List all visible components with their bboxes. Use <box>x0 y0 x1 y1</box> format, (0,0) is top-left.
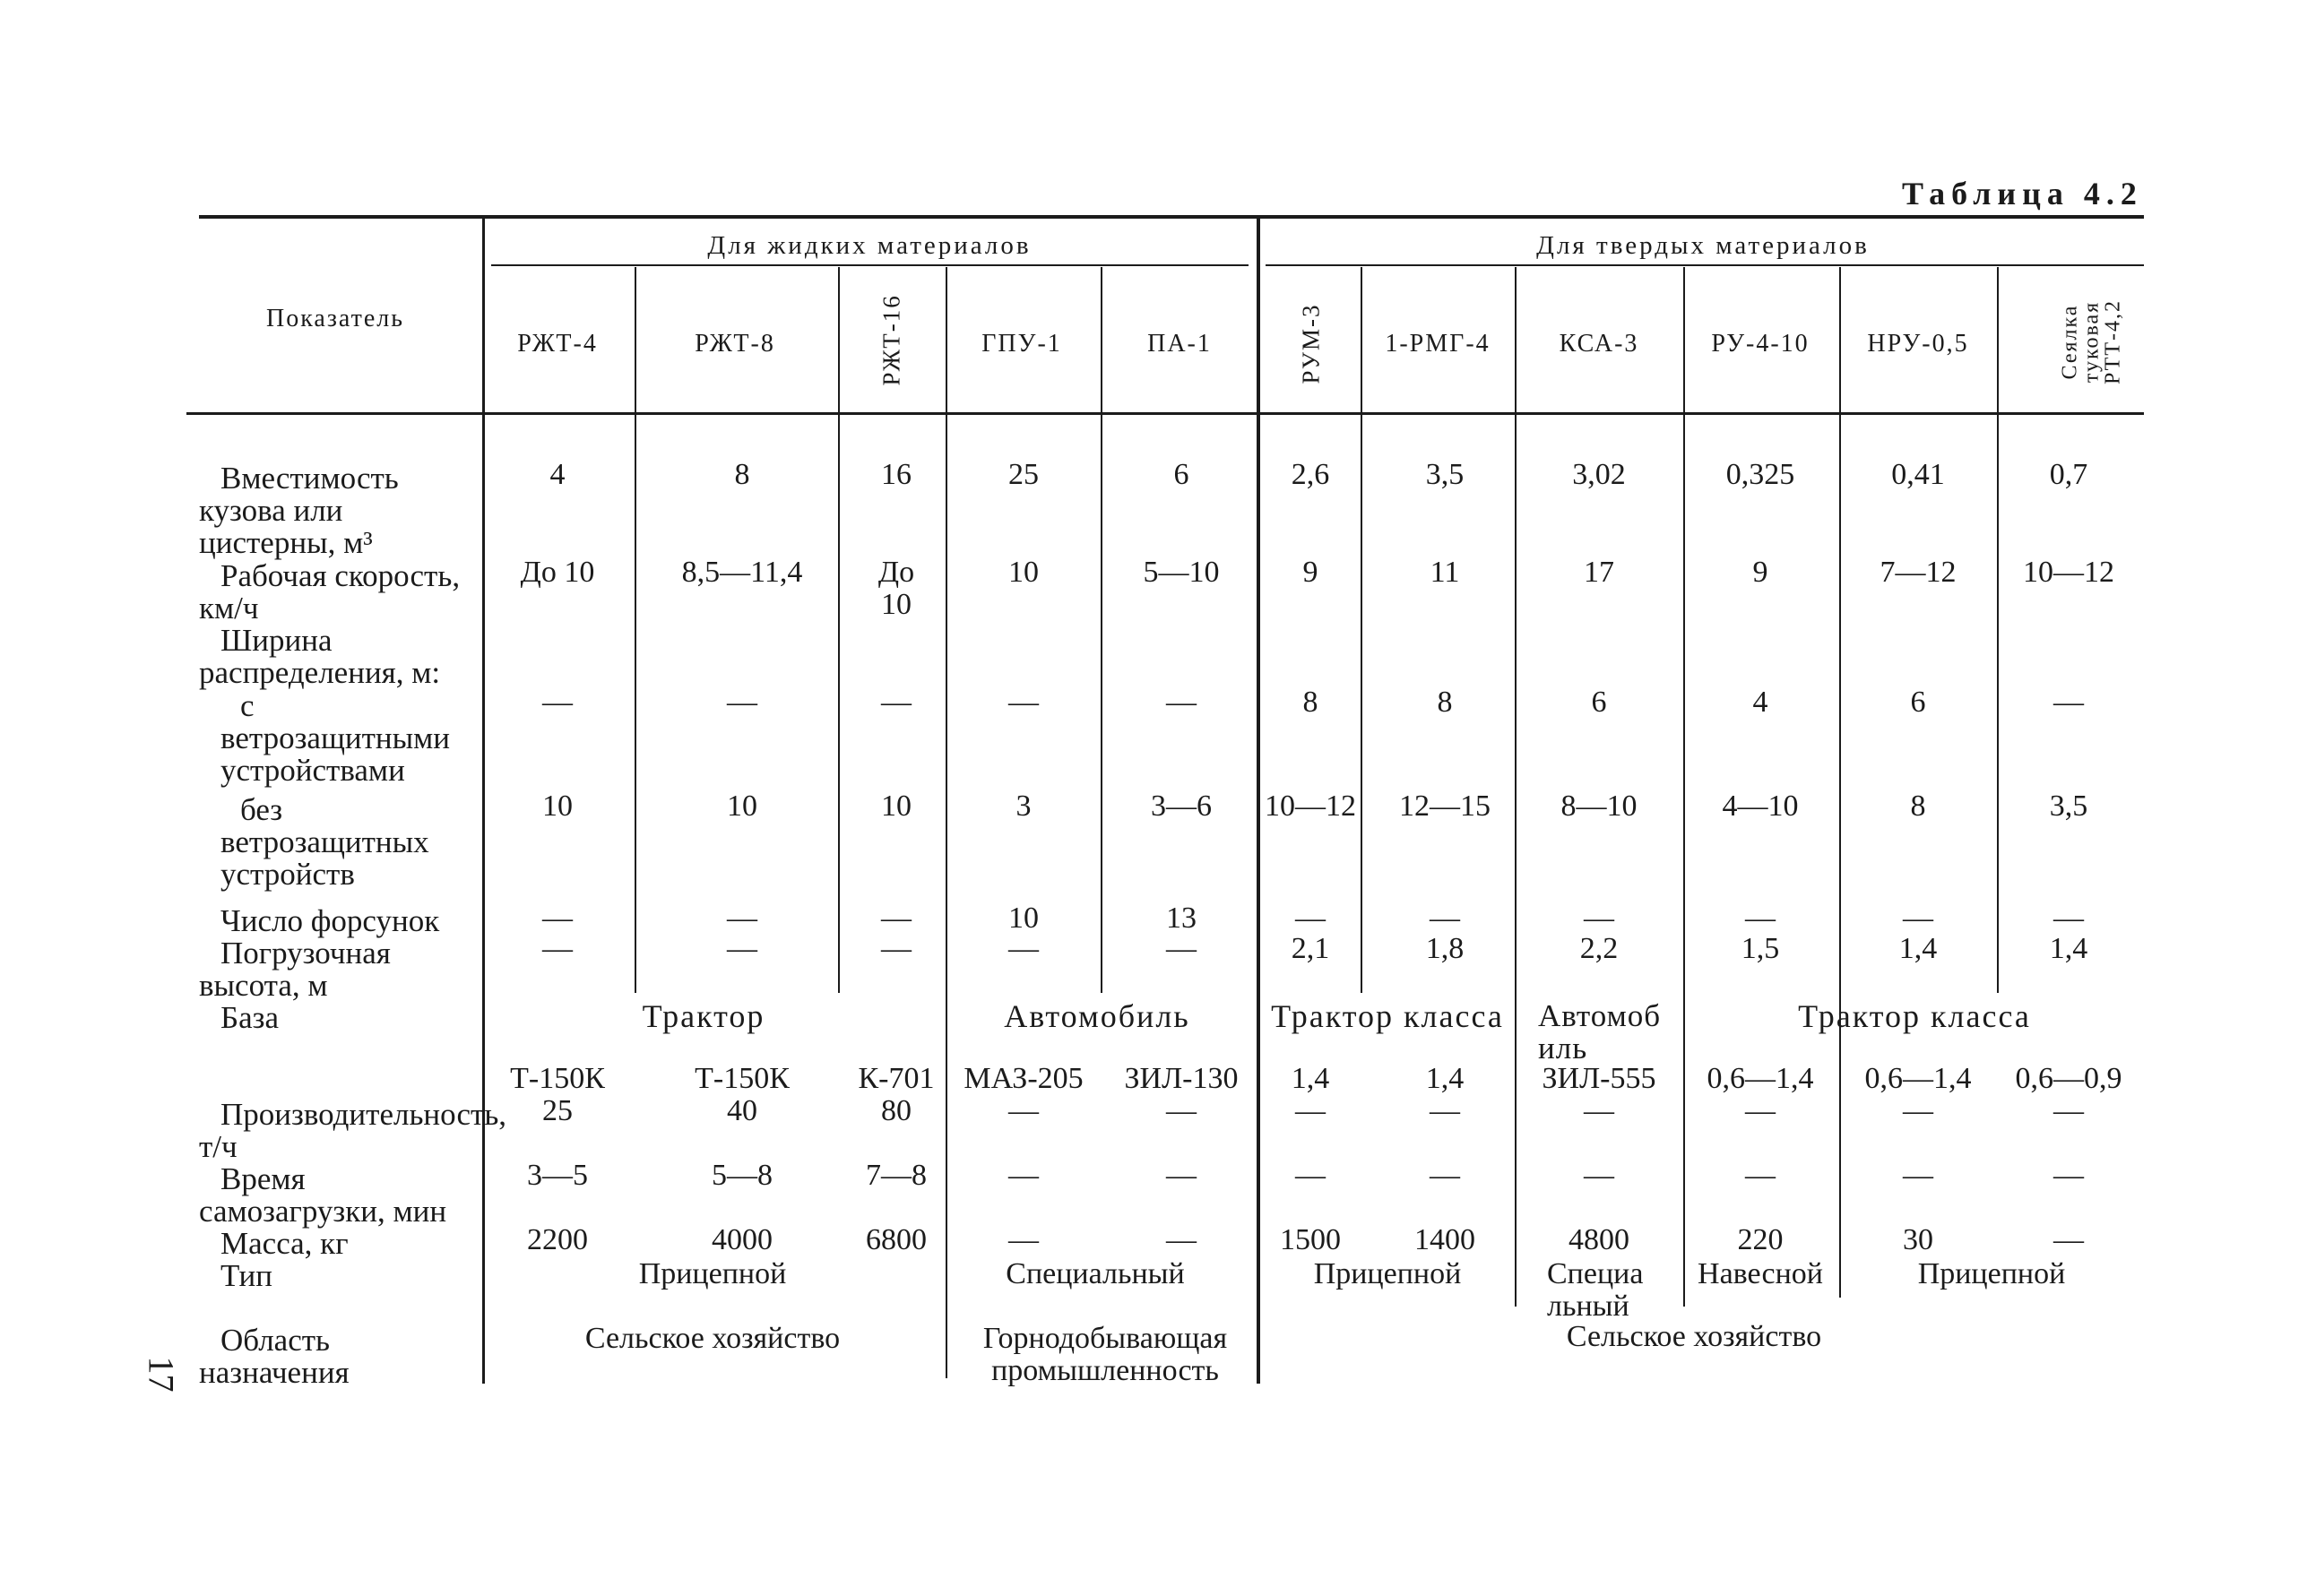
column-header-last-line: туковая <box>2079 300 2104 384</box>
cell-speed: 8,5—11,4 <box>681 556 803 589</box>
header-group-rule-solid <box>1266 264 2144 266</box>
col-divider-8 <box>1515 267 1517 1307</box>
column-header: РЖТ-4 <box>517 330 598 358</box>
column-header: РЖТ-16 <box>877 294 905 386</box>
cell-base-models: Т-150К <box>695 1062 790 1095</box>
span-type-special: Специальный <box>1006 1257 1185 1290</box>
cell-mass: — <box>2053 1223 2084 1256</box>
cell-nozzles: 13 <box>1166 902 1197 935</box>
cell-width-with: — <box>727 686 757 719</box>
cell-nozzles: — <box>1903 902 1933 935</box>
cell-width-without: 3,5 <box>2049 789 2088 823</box>
cell-load-height: — <box>727 932 757 965</box>
cell-width-with: — <box>881 686 912 719</box>
cell-mass: 4000 <box>712 1223 773 1256</box>
cell-nozzles: — <box>1430 902 1460 935</box>
cell-speed: 11 <box>1430 556 1460 589</box>
col-divider-5 <box>1101 267 1102 993</box>
table-caption: Таблица 4.2 <box>1902 176 2143 211</box>
cell-productivity: — <box>1903 1094 1933 1127</box>
span-app-mining: Горнодобывающая промышленность <box>982 1322 1228 1387</box>
cell-capacity: 16 <box>881 458 912 491</box>
column-header: КСА-3 <box>1559 330 1639 358</box>
cell-productivity: — <box>1584 1094 1614 1127</box>
page-number: 17 <box>141 1356 182 1393</box>
span-type-trailed3: Прицепной <box>1917 1257 2066 1290</box>
cell-productivity: 40 <box>727 1094 757 1127</box>
cell-self-load: 5—8 <box>712 1159 773 1192</box>
cell-productivity: — <box>1295 1094 1326 1127</box>
span-base-tractor: Трактор <box>642 998 765 1034</box>
header-group-solid: Для твердых материалов <box>1536 231 1870 260</box>
span-type-trailed: Прицепной <box>638 1257 787 1290</box>
span-base-tractor-class: Трактор класса <box>1271 998 1504 1034</box>
row-label-type: Тип <box>220 1258 272 1293</box>
column-header-last <box>2024 289 2131 396</box>
cell-capacity: 25 <box>1008 458 1039 491</box>
row-label-capacity: Вместимость кузова или цистерны, м³ <box>199 461 399 560</box>
cell-base-models: 0,6—1,4 <box>1707 1062 1814 1095</box>
cell-mass: — <box>1008 1223 1039 1256</box>
cell-self-load: — <box>2053 1159 2084 1192</box>
row-label-load-height: Погрузочная высота, м <box>199 936 391 1003</box>
cell-capacity: 2,6 <box>1291 458 1330 491</box>
header-bottom-rule <box>186 412 2144 415</box>
cell-nozzles: — <box>727 902 757 935</box>
cell-capacity: 0,41 <box>1891 458 1945 491</box>
cell-capacity: 0,325 <box>1725 458 1795 491</box>
cell-capacity: 6 <box>1173 458 1189 491</box>
cell-speed: 5—10 <box>1143 556 1220 589</box>
cell-load-height: — <box>542 932 573 965</box>
cell-base-models: МАЗ-205 <box>964 1062 1084 1095</box>
cell-mass: 1500 <box>1280 1223 1341 1256</box>
cell-speed: До 10 <box>877 556 915 621</box>
col-divider-3 <box>838 267 840 993</box>
row-label-width-with: с ветрозащитными устройствами <box>220 688 451 788</box>
cell-base-models: 0,6—1,4 <box>1864 1062 1972 1095</box>
col-divider-4 <box>946 267 947 1378</box>
cell-capacity: 0,7 <box>2049 458 2088 491</box>
cell-base-models: 0,6—0,9 <box>2015 1062 2122 1095</box>
column-header: РУМ-3 <box>1297 303 1325 384</box>
cell-width-without: 10—12 <box>1265 789 1356 823</box>
cell-width-without: 10 <box>542 789 573 823</box>
cell-mass: — <box>1166 1223 1197 1256</box>
cell-productivity: — <box>1166 1094 1197 1127</box>
cell-width-without: 3 <box>1015 789 1032 823</box>
table-top-rule <box>199 215 2144 219</box>
cell-capacity: 8 <box>734 458 750 491</box>
cell-width-with: 4 <box>1752 686 1768 719</box>
column-header: РУ-4-10 <box>1711 330 1810 358</box>
cell-speed: 7—12 <box>1880 556 1957 589</box>
cell-base-models: ЗИЛ-555 <box>1542 1062 1656 1095</box>
column-header: ПА-1 <box>1147 330 1212 358</box>
cell-nozzles: — <box>1295 902 1326 935</box>
cell-speed: 9 <box>1752 556 1768 589</box>
cell-width-with: — <box>2053 686 2084 719</box>
cell-base-models: 1,4 <box>1425 1062 1465 1095</box>
cell-mass: 6800 <box>866 1223 927 1256</box>
cell-load-height: — <box>1166 932 1197 965</box>
cell-capacity: 3,02 <box>1572 458 1626 491</box>
cell-productivity: — <box>1008 1094 1039 1127</box>
cell-self-load: — <box>1166 1159 1197 1192</box>
column-header: 1-РМГ-4 <box>1385 330 1491 358</box>
cell-width-without: 8—10 <box>1560 789 1638 823</box>
cell-load-height: 1,8 <box>1425 932 1465 965</box>
cell-productivity: 25 <box>542 1094 573 1127</box>
cell-self-load: — <box>1430 1159 1460 1192</box>
column-header: РЖТ-8 <box>695 330 775 358</box>
span-app-agri: Сельское хозяйство <box>584 1322 841 1355</box>
cell-width-with: — <box>542 686 573 719</box>
span-base-auto: Автомобиль <box>1004 998 1190 1034</box>
header-indicator: Показатель <box>266 305 404 332</box>
cell-speed: До 10 <box>520 556 595 589</box>
col-divider-9 <box>1683 267 1685 1307</box>
cell-width-without: 12—15 <box>1399 789 1491 823</box>
cell-mass: 4800 <box>1568 1223 1629 1256</box>
cell-width-with: 6 <box>1591 686 1607 719</box>
cell-mass: 220 <box>1737 1223 1784 1256</box>
span-base-auto2: Автомобиль <box>1538 998 1662 1065</box>
cell-width-without: 3—6 <box>1151 789 1212 823</box>
row-label-speed: Рабочая скорость, км/ч <box>199 558 461 625</box>
cell-width-without: 10 <box>727 789 757 823</box>
cell-base-models: Т-150К <box>510 1062 605 1095</box>
cell-load-height: 1,4 <box>1898 932 1938 965</box>
row-label-mass: Масса, кг <box>220 1226 349 1261</box>
cell-self-load: 3—5 <box>527 1159 588 1192</box>
column-header-last-line: РТТ-4,2 <box>2101 299 2125 384</box>
cell-productivity: — <box>2053 1094 2084 1127</box>
col-divider-group <box>1257 219 1260 1384</box>
col-divider-10 <box>1839 267 1841 1298</box>
cell-mass: 30 <box>1903 1223 1933 1256</box>
cell-width-with: 6 <box>1910 686 1926 719</box>
column-header: НРУ-0,5 <box>1867 330 1969 358</box>
cell-load-height: 2,1 <box>1291 932 1330 965</box>
cell-productivity: — <box>1745 1094 1776 1127</box>
cell-nozzles: — <box>2053 902 2084 935</box>
col-divider-indicator <box>482 219 485 1384</box>
cell-speed: 10 <box>1008 556 1039 589</box>
cell-capacity: 4 <box>549 458 566 491</box>
column-header: ГПУ-1 <box>981 330 1062 358</box>
cell-nozzles: 10 <box>1008 902 1039 935</box>
cell-width-with: — <box>1008 686 1039 719</box>
cell-width-with: 8 <box>1437 686 1453 719</box>
cell-base-models: ЗИЛ-130 <box>1124 1062 1239 1095</box>
col-divider-11 <box>1997 267 1999 993</box>
cell-productivity: 80 <box>881 1094 912 1127</box>
cell-self-load: — <box>1584 1159 1614 1192</box>
cell-mass: 2200 <box>527 1223 588 1256</box>
header-group-liquid: Для жидких материалов <box>707 231 1032 260</box>
cell-speed: 10—12 <box>2023 556 2114 589</box>
cell-nozzles: — <box>881 902 912 935</box>
row-label-width: Ширина распределения, м: <box>199 623 441 690</box>
cell-width-without: 4—10 <box>1722 789 1799 823</box>
cell-width-with: — <box>1166 686 1197 719</box>
row-label-self-load: Время самозагрузки, мин <box>199 1161 447 1229</box>
cell-width-without: 10 <box>881 789 912 823</box>
cell-self-load: — <box>1745 1159 1776 1192</box>
cell-load-height: 1,4 <box>2049 932 2088 965</box>
column-header-last-line: Сеялка <box>2058 304 2082 380</box>
cell-self-load: — <box>1008 1159 1039 1192</box>
cell-self-load: — <box>1295 1159 1326 1192</box>
cell-width-with: 8 <box>1302 686 1318 719</box>
row-label-nozzles: Число форсунок <box>220 903 440 938</box>
row-label-productivity: Производительность, т/ч <box>199 1097 507 1164</box>
cell-nozzles: — <box>542 902 573 935</box>
cell-nozzles: — <box>1745 902 1776 935</box>
cell-nozzles: — <box>1584 902 1614 935</box>
cell-speed: 17 <box>1584 556 1614 589</box>
cell-load-height: 2,2 <box>1579 932 1619 965</box>
cell-load-height: — <box>1008 932 1039 965</box>
header-group-rule-liquid <box>491 264 1249 266</box>
cell-load-height: — <box>881 932 912 965</box>
cell-capacity: 3,5 <box>1425 458 1465 491</box>
cell-speed: 9 <box>1302 556 1318 589</box>
col-divider-2 <box>635 267 636 993</box>
cell-self-load: — <box>1903 1159 1933 1192</box>
row-label-base: База <box>220 1000 279 1035</box>
cell-base-models: 1,4 <box>1291 1062 1330 1095</box>
cell-load-height: 1,5 <box>1741 932 1780 965</box>
span-type-trailed2: Прицепной <box>1313 1257 1462 1290</box>
cell-width-without: 8 <box>1910 789 1926 823</box>
col-divider-7 <box>1361 267 1362 993</box>
row-label-application: Область назначения <box>199 1323 350 1390</box>
cell-productivity: — <box>1430 1094 1460 1127</box>
cell-mass: 1400 <box>1414 1223 1475 1256</box>
cell-self-load: 7—8 <box>866 1159 927 1192</box>
row-label-width-without: без ветрозащитных устройств <box>220 792 429 892</box>
span-base-tractor-class2: Трактор класса <box>1798 998 2031 1034</box>
cell-base-models: К-701 <box>858 1062 935 1095</box>
span-type-special2: Специальный <box>1547 1257 1644 1323</box>
span-app-agri2: Сельское хозяйство <box>1566 1320 1822 1353</box>
span-type-mounted: Навесной <box>1698 1257 1823 1290</box>
